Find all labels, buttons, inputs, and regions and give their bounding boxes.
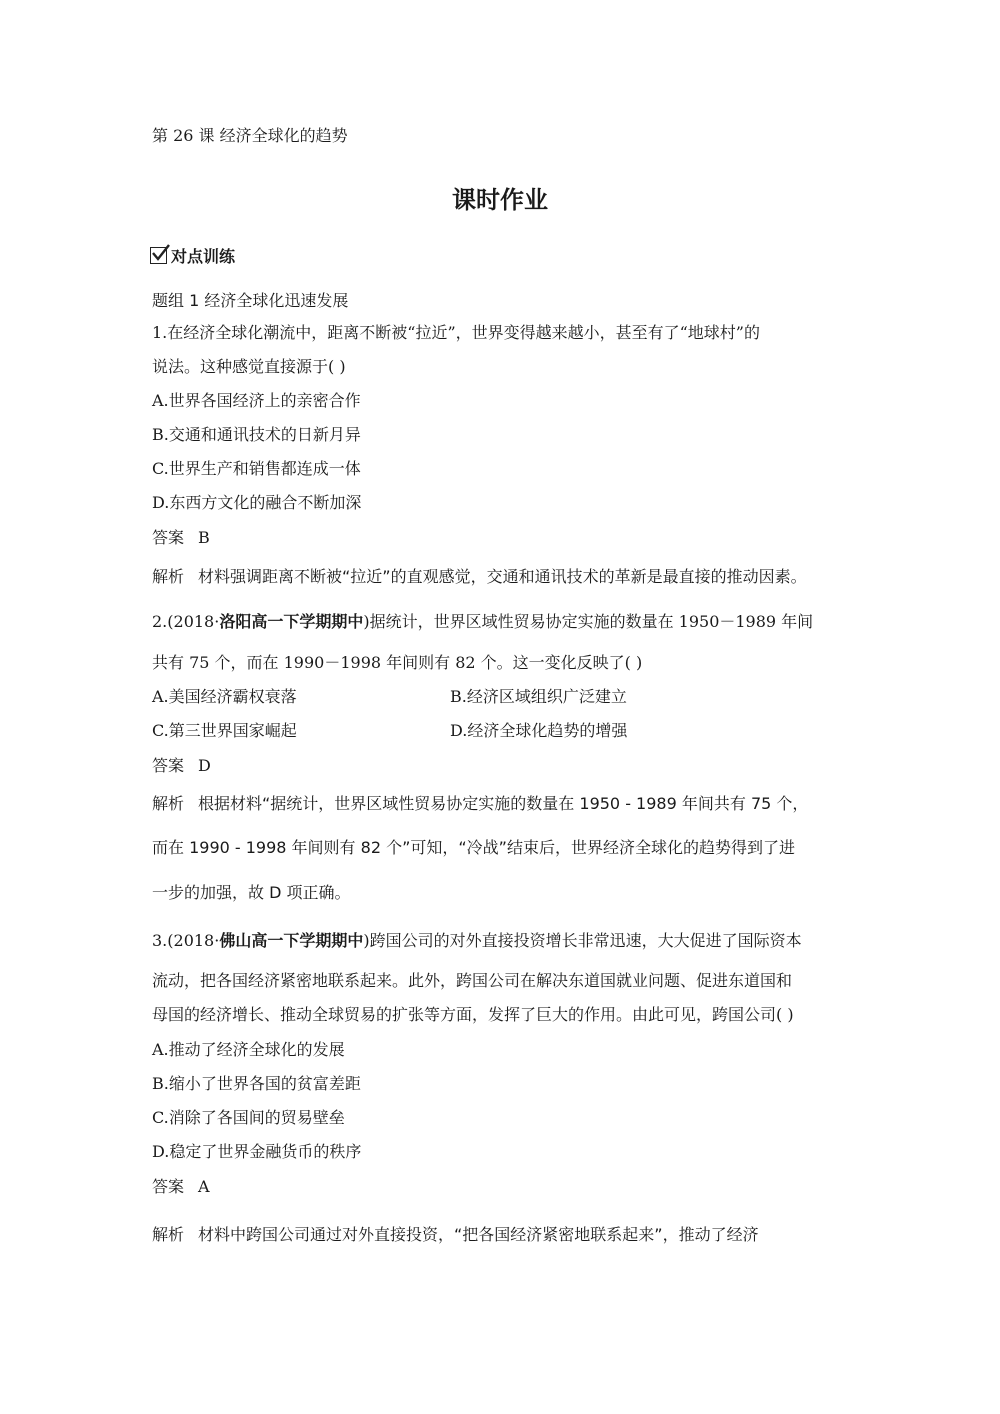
- q3-option-c: C.消除了各国间的贸易壁垒: [152, 1108, 345, 1127]
- q3-option-d: D.稳定了世界金融货币的秩序: [152, 1142, 362, 1161]
- q2-answer-value: D: [198, 756, 211, 775]
- checkbox-icon: [150, 247, 167, 264]
- q3-stem-line1: [152, 928, 802, 951]
- q1-option-b: B.交通和通讯技术的日新月异: [152, 425, 361, 444]
- analysis-label: 解析: [152, 794, 185, 813]
- q1-option-a: A.世界各国经济上的亲密合作: [152, 391, 361, 410]
- q1-answer-value: B: [198, 528, 210, 547]
- q2-option-c: C.第三世界国家崛起: [152, 721, 297, 740]
- q1-analysis: [152, 564, 807, 587]
- q2-stem-line2: 共有 75 个，而在 1990－1998 年间则有 82 个。这一变化反映了( ): [152, 653, 643, 672]
- q3-option-b: B.缩小了世界各国的贫富差距: [152, 1074, 361, 1093]
- q2-source: 洛阳高一下学期期中: [219, 612, 364, 631]
- answer-label: 答案: [152, 756, 185, 775]
- q1-answer: [152, 525, 210, 548]
- q1-option-c: C.世界生产和销售都连成一体: [152, 459, 361, 478]
- q3-source: 佛山高一下学期期中: [219, 931, 364, 950]
- q2-analysis-line1: 根据材料“据统计，世界区域性贸易协定实施的数量在 1950 - 1989 年间共有 75 个，: [198, 794, 809, 813]
- q3-answer: [152, 1174, 210, 1197]
- q1-option-d: D.东西方文化的融合不断加深: [152, 493, 362, 512]
- q3-option-a: A.推动了经济全球化的发展: [152, 1040, 345, 1059]
- q2-prefix: 2.(2018·: [152, 612, 220, 631]
- q3-stem-rest: )跨国公司的对外直接投资增长非常迅速，大大促进了国际资本: [363, 931, 802, 950]
- q2-analysis-line3: 一步的加强，故 D 项正确。: [152, 883, 351, 902]
- section-heading: [150, 244, 235, 267]
- q3-answer-value: A: [198, 1177, 210, 1196]
- lesson-heading: 第 26 课 经济全球化的趋势: [152, 126, 348, 145]
- q2-option-b: B.经济区域组织广泛建立: [450, 687, 627, 706]
- analysis-label: 解析: [152, 567, 185, 586]
- q2-answer: [152, 753, 211, 776]
- q2-option-d: D.经济全球化趋势的增强: [450, 721, 628, 740]
- q2-analysis-line2: 而在 1990 - 1998 年间则有 82 个”可知，“冷战”结束后，世界经济全球化的趋势得到了进: [152, 838, 795, 857]
- answer-label: 答案: [152, 1177, 185, 1196]
- q2-stem-rest: )据统计，世界区域性贸易协定实施的数量在 1950－1989 年间: [363, 612, 814, 631]
- q3-stem-line2: 流动，把各国经济紧密地联系起来。此外，跨国公司在解决东道国就业问题、促进东道国和: [152, 971, 793, 990]
- q1-analysis-text: 材料强调距离不断被“拉近”的直观感觉，交通和通讯技术的革新是最直接的推动因素。: [198, 567, 807, 586]
- analysis-label: 解析: [152, 1225, 185, 1244]
- q3-stem-line3: 母国的经济增长、推动全球贸易的扩张等方面，发挥了巨大的作用。由此可见，跨国公司( ): [152, 1005, 794, 1024]
- q1-stem-line1: 1.在经济全球化潮流中，距离不断被“拉近”，世界变得越来越小，甚至有了“地球村”的: [152, 323, 760, 342]
- q3-analysis: [152, 1222, 759, 1245]
- page-title: 课时作业: [452, 186, 548, 214]
- q3-analysis-text: 材料中跨国公司通过对外直接投资，“把各国经济紧密地联系起来”，推动了经济: [198, 1225, 759, 1244]
- answer-label: 答案: [152, 528, 185, 547]
- group-heading: 题组 1 经济全球化迅速发展: [152, 291, 349, 310]
- q3-prefix: 3.(2018·: [152, 931, 220, 950]
- q2-stem-line1: [152, 609, 813, 632]
- q2-option-a: A.美国经济霸权衰落: [152, 687, 297, 706]
- section-label: 对点训练: [171, 247, 236, 266]
- q2-analysis: [152, 791, 808, 814]
- q1-stem-line2: 说法。这种感觉直接源于( ): [152, 357, 346, 376]
